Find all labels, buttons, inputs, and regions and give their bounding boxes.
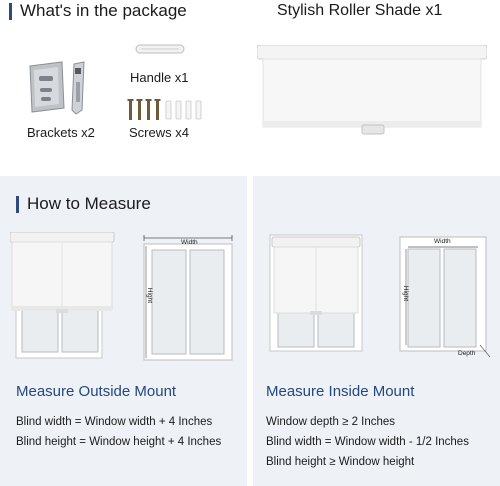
measure-heading-text: How to Measure [27,194,151,213]
inside-shade-window-diagram [268,233,364,353]
handle-image [135,42,185,56]
package-heading [9,0,187,22]
outside-width-rule: Blind width = Window width + 4 Inches [16,416,213,428]
outside-mount-title: Measure Outside Mount [16,383,177,400]
inside-height-rule: Blind height ≥ Window height [266,456,415,468]
shade-heading: Stylish Roller Shade x1 [277,2,443,19]
accent-bar [16,196,19,213]
outside-window-dimension-diagram [140,232,236,362]
inside-window-dimension-diagram [396,233,492,363]
inside-height-label: Hight [402,285,410,302]
package-section [0,0,500,176]
inside-width-label: Width [434,238,451,245]
accent-bar [9,3,12,20]
handle-label: Handle x1 [130,70,189,85]
inside-width-rule: Blind width = Window width - 1/2 Inches [266,436,469,448]
brackets-label: Brackets x2 [27,125,95,140]
inside-mount-title: Measure Inside Mount [266,383,415,400]
screws-label: Screws x4 [129,125,189,140]
outside-height-rule: Blind height = Window height + 4 Inches [16,436,222,448]
screws-image [127,97,207,123]
outside-height-label: Hight [146,287,154,304]
package-heading-text: What's in the package [20,1,187,20]
outside-shade-window-diagram [10,232,116,360]
measure-heading [16,195,151,213]
inside-depth-label: Depth [458,350,476,357]
brackets-image [26,60,98,116]
outside-width-label: Width [181,239,198,246]
roller-shade-image [257,45,487,135]
inside-depth-rule: Window depth ≥ 2 Inches [266,416,396,428]
